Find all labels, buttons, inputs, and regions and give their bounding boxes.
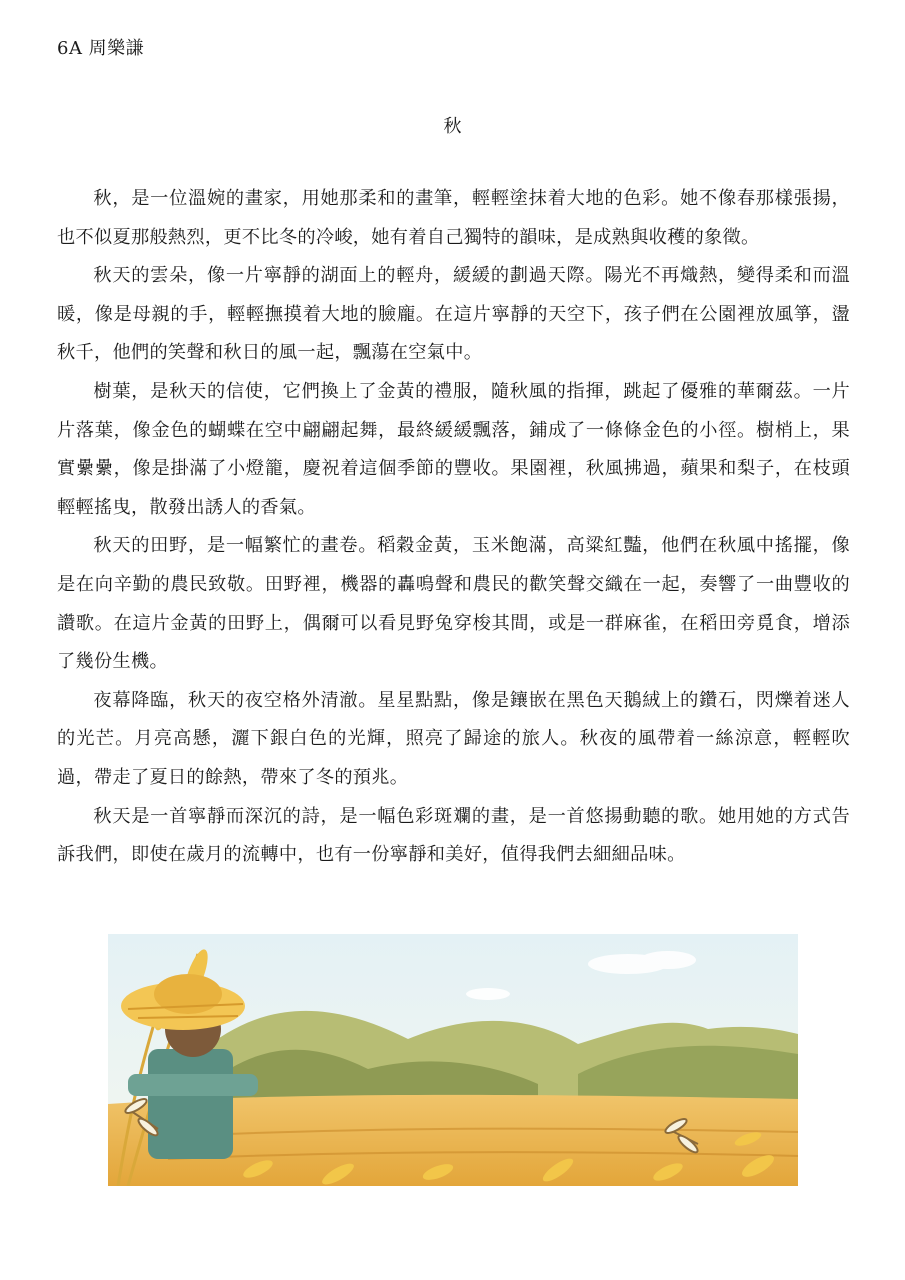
essay-paragraph: 夜幕降臨，秋天的夜空格外清澈。星星點點，像是鑲嵌在黑色天鵝絨上的鑽石，閃爍着迷人的光芒。月亮高懸，灑下銀白色的光輝，照亮了歸途的旅人。秋夜的風帶着一絲涼意，輕輕吹過，帶走了夏日的餘熱，帶來了冬的預兆。 <box>57 689 850 788</box>
author-line: 6A 周樂謙 <box>57 38 145 59</box>
essay-paragraph: 秋天的田野，是一幅繁忙的畫卷。稻穀金黃，玉米飽滿，高粱紅豔，他們在秋風中搖擺，像是在向辛勤的農民致敬。田野裡，機器的轟鳴聲和農民的歡笑聲交織在一起，奏響了一曲豐收的讚歌。在這片金黃的田野上，偶爾可以看見野兔穿梭其間，或是一群麻雀，在稻田旁覓食，增添了幾份生機。 <box>57 535 850 673</box>
autumn-field-picture <box>108 934 798 1186</box>
essay-paragraph: 樹葉，是秋天的信使，它們換上了金黃的禮服，隨秋風的指揮，跳起了優雅的華爾茲。一片片落葉，像金色的蝴蝶在空中翩翩起舞，最終緩緩飄落，鋪成了一條條金色的小徑。樹梢上，果實纍纍，像是掛滿了小燈籠，慶祝着這個季節的豐收。果園裡，秋風拂過，蘋果和梨子，在枝頭輕輕搖曳，散發出誘人的香氣。 <box>57 380 850 518</box>
essay-body <box>57 180 850 875</box>
essay-paragraph: 秋，是一位溫婉的畫家，用她那柔和的畫筆，輕輕塗抹着大地的色彩。她不像春那樣張揚，也不似夏那般熱烈，更不比冬的冷峻，她有着自己獨特的韻味，是成熟與收穫的象徵。 <box>57 188 850 248</box>
essay-paragraph: 秋天是一首寧靜而深沉的詩，是一幅色彩斑斕的畫，是一首悠揚動聽的歌。她用她的方式告訴我們，即使在歲月的流轉中，也有一份寧靜和美好，值得我們去細細品味。 <box>57 805 850 866</box>
essay-title: 秋 <box>443 116 462 137</box>
essay-paragraph: 秋天的雲朵，像一片寧靜的湖面上的輕舟，緩緩的劃過天際。陽光不再熾熱，變得柔和而溫暖，像是母親的手，輕輕撫摸着大地的臉龐。在這片寧靜的天空下，孩子們在公園裡放風箏，盪秋千，他們的笑聲和秋日的風一起，飄蕩在空氣中。 <box>57 265 850 364</box>
autumn-field-illustration <box>108 934 798 1186</box>
